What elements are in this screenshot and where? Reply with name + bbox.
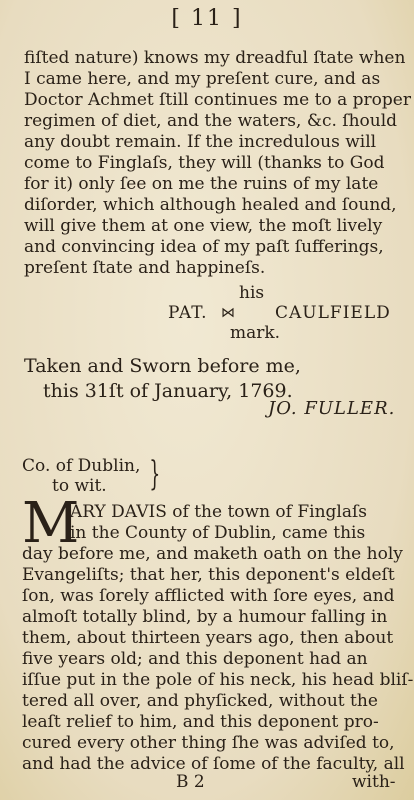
text-line: them, about thirteen years ago, then about (22, 628, 394, 648)
sworn-signer: JO. FULLER. (268, 398, 396, 419)
brace-glyph: } (149, 454, 161, 494)
text-line: for it) only ſee on me the ruins of my late (24, 174, 379, 194)
signature-mark: mark. (230, 323, 281, 343)
text-line: Doctor Achmet ſtill continues me to a proper (24, 90, 411, 110)
page-number: [ 11 ] (171, 6, 243, 31)
text-line: fiſted nature) knows my dreadful ſtate when (24, 48, 406, 68)
text-line: five years old; and this deponent had an (22, 649, 368, 669)
text-line: day before me, and maketh oath on the holy (22, 544, 403, 564)
text-line: ſon, was ſorely afflicted with ſore eyes, and (22, 586, 395, 606)
paragraph-deposition-head (70, 502, 398, 544)
signature-his: his (239, 283, 265, 303)
text-line: cured every other thing ſhe was adviſed to, (22, 733, 395, 753)
text-line: and convincing idea of my paſt ſufferings, (24, 237, 384, 257)
text-line: will give them at one view, the moſt lively (24, 216, 383, 236)
text-line: leaſt relief to him, and this deponent pro- (22, 712, 379, 732)
text-line: come to Finglaſs, they will (thanks to God (24, 153, 385, 173)
text-line: in the County of Dublin, came this (70, 523, 366, 543)
catchword: with- (352, 772, 396, 792)
signature-last-name: CAULFIELD (275, 303, 391, 323)
paragraph-deposition-body (22, 544, 414, 775)
signature-first-name: PAT. (168, 303, 208, 323)
mark-symbol-icon: ⋈ (221, 305, 235, 321)
county-line-2: to wit. (52, 476, 107, 496)
text-line: preſent ſtate and happineſs. (24, 258, 266, 278)
text-line: iſſue put in the pole of his neck, his head bliſ- (22, 670, 414, 690)
text-line: ARY DAVIS of the town of Finglaſs (70, 502, 368, 522)
text-line: diſorder, which although healed and ſound, (24, 195, 397, 215)
paragraph-testimony (24, 48, 411, 279)
sworn-line-1: Taken and Sworn before me, (24, 355, 301, 377)
text-line: any doubt remain. If the incredulous will (24, 132, 377, 152)
text-line: and had the advice of ſome of the faculty, all (22, 754, 405, 774)
county-line-1: Co. of Dublin, (22, 456, 141, 476)
drop-cap: M (22, 491, 80, 556)
text-line: Evangeliſts; that her, this deponent's eldeſt (22, 565, 395, 585)
text-line: regimen of diet, and the waters, &c. ſhould (24, 111, 398, 131)
text-line: I came here, and my preſent cure, and as (24, 69, 381, 89)
signature-mark-footer: B 2 (176, 772, 205, 792)
text-line: almoſt totally blind, by a humour falling in (22, 607, 388, 627)
sworn-line-2: this 31ſt of January, 1769. (43, 380, 293, 402)
text-line: tered all over, and phyſicked, without the (22, 691, 378, 711)
